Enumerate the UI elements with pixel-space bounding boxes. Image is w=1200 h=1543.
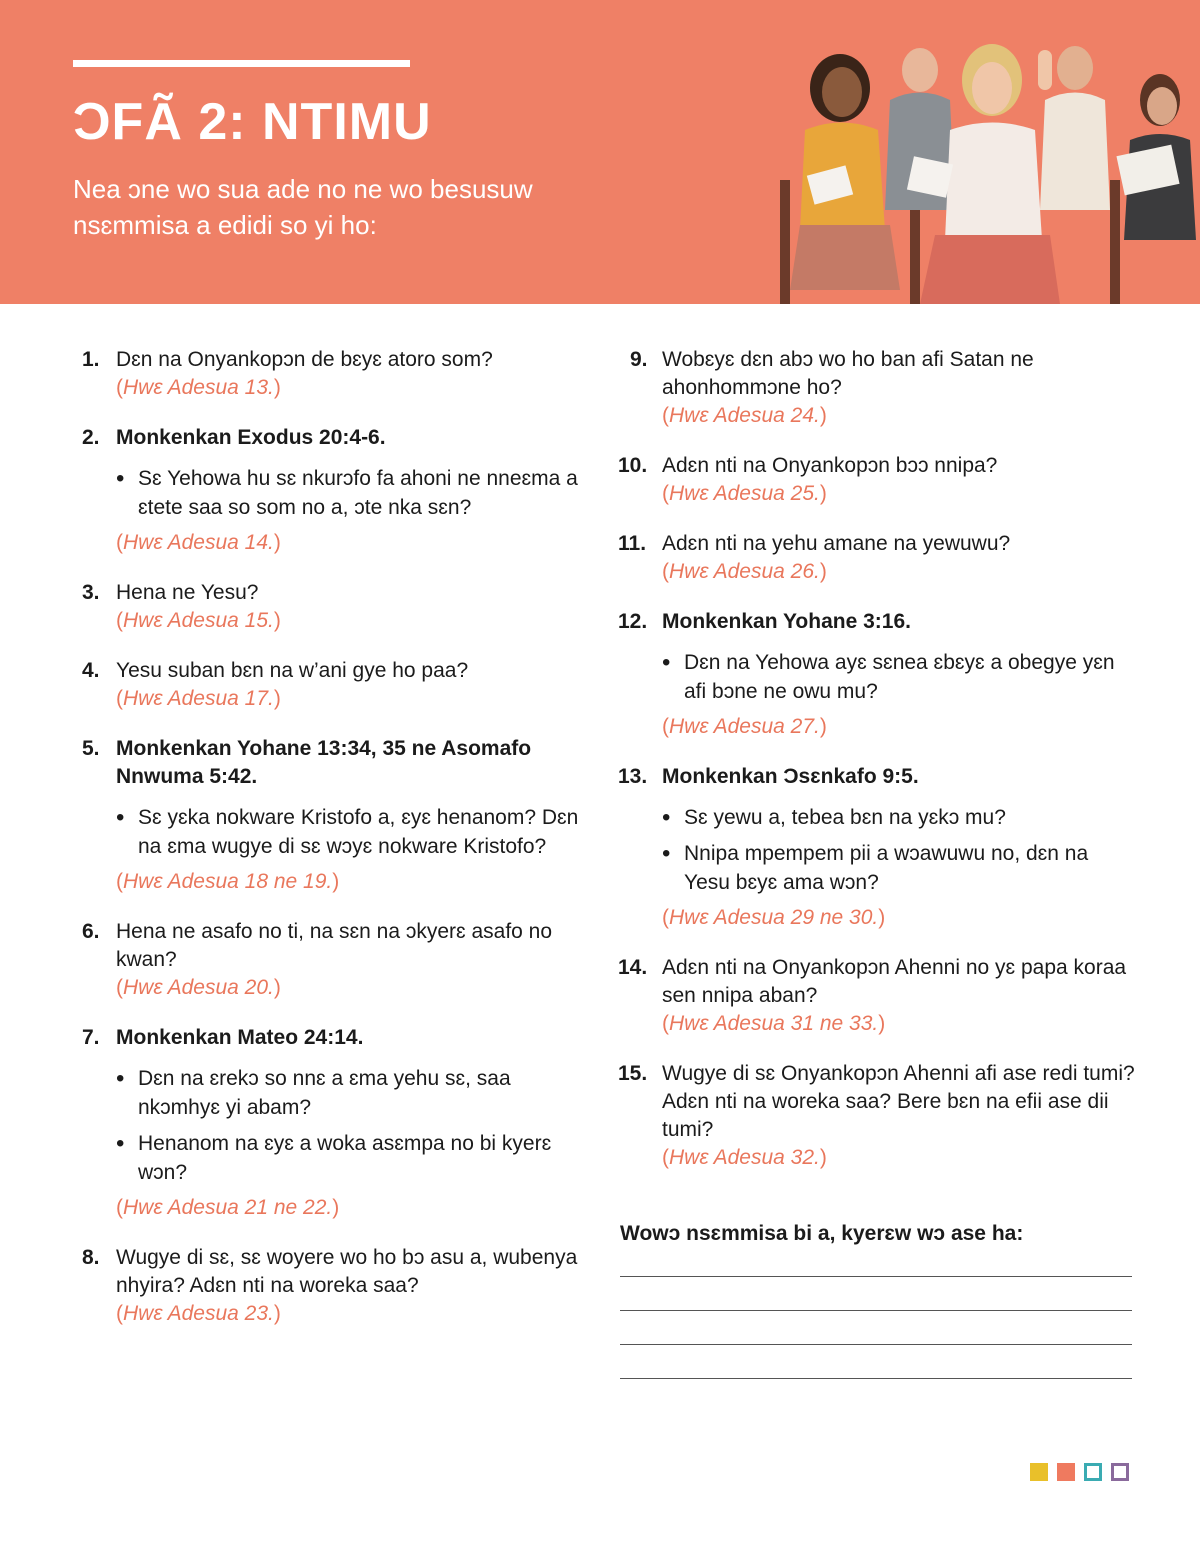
- question-number: 5.: [82, 737, 100, 760]
- question-text: Wugye di sɛ, sɛ woyere wo ho bɔ asu a, wubenya nhyira? Adɛn nti na woreka saa?: [116, 1246, 578, 1297]
- question-text: Hena ne asafo no ti, na sɛn na ɔkyerɛ asafo no kwan?: [116, 920, 553, 971]
- question-number: 10.: [618, 454, 648, 477]
- question-11: [618, 530, 1138, 586]
- question-text: Adɛn nti na Onyankopɔn bɔɔ nnipa?: [662, 454, 998, 477]
- study-reference: (Hwɛ Adesua 17.): [116, 687, 281, 710]
- question-7: [82, 1024, 592, 1222]
- page-title: ƆFÃ 2: NTIMU: [73, 93, 432, 151]
- header-banner: [0, 0, 1200, 304]
- square-coral: [1057, 1463, 1075, 1481]
- study-reference: (Hwɛ Adesua 29 ne 30.): [662, 906, 886, 929]
- study-reference: (Hwɛ Adesua 20.): [116, 976, 281, 999]
- bullet-list: [662, 803, 1138, 897]
- bullet-item: • Dɛn na Yehowa ayɛ sɛnea ɛbɛyɛ a obegye yɛn afi bɔne ne owu mu?: [662, 648, 1138, 706]
- study-reference: (Hwɛ Adesua 32.): [662, 1146, 827, 1169]
- question-8: [82, 1244, 592, 1328]
- writing-line[interactable]: [620, 1276, 1132, 1277]
- page-subtitle: Nea ɔne wo sua ade no ne wo besusuw nsɛmmisa a edidi so yi ho:: [73, 174, 533, 240]
- question-number: 13.: [618, 765, 648, 788]
- question-number: 1.: [82, 348, 100, 371]
- question-14: [618, 954, 1138, 1038]
- question-text: Dɛn na Onyankopɔn de bɛyɛ atoro som?: [116, 348, 493, 371]
- question-number: 4.: [82, 659, 100, 682]
- study-reference: (Hwɛ Adesua 13.): [116, 376, 281, 399]
- question-text: Wobɛyɛ dɛn abɔ wo ho ban afi Satan ne ahonhommɔne ho?: [662, 348, 1034, 399]
- study-reference: (Hwɛ Adesua 27.): [662, 715, 827, 738]
- question-12: [618, 608, 1138, 741]
- bullet-item: • Sɛ Yehowa hu sɛ nkurɔfo fa ahoni ne nneɛma a ɛtete saa so som no a, ɔte nka sɛn?: [116, 464, 592, 522]
- question-text: Monkenkan Ɔsɛnkafo 9:5.: [662, 765, 919, 788]
- study-reference: (Hwɛ Adesua 31 ne 33.): [662, 1012, 886, 1035]
- study-reference: (Hwɛ Adesua 14.): [116, 531, 281, 554]
- write-questions-prompt: Wowɔ nsɛmmisa bi a, kyerɛw wɔ ase ha:: [620, 1222, 1024, 1245]
- question-text: Monkenkan Yohane 3:16.: [662, 610, 911, 633]
- bullet-item: • Sɛ yɛka nokware Kristofo a, ɛyɛ henanom? Dɛn na ɛma wugye di sɛ wɔyɛ nokware Kristofo?: [116, 803, 592, 861]
- question-text: Wugye di sɛ Onyankopɔn Ahenni afi ase redi tumi? Adɛn nti na woreka saa? Bere bɛn na efii ase dii tumi?: [662, 1062, 1135, 1141]
- bullet-list: [116, 803, 592, 861]
- bullet-list: [116, 1064, 592, 1187]
- bullet-item: • Henanom na ɛyɛ a woka asɛmpa no bi kyerɛ wɔn?: [116, 1129, 592, 1187]
- audience-illustration: [760, 30, 1200, 304]
- question-number: 12.: [618, 610, 648, 633]
- question-3: [82, 579, 592, 635]
- bullet-item: • Dɛn na ɛrekɔ so nnɛ a ɛma yehu sɛ, saa nkɔmhyɛ yi abam?: [116, 1064, 592, 1122]
- study-reference: (Hwɛ Adesua 25.): [662, 482, 827, 505]
- question-2: [82, 424, 592, 557]
- question-4: [82, 657, 592, 713]
- study-reference: (Hwɛ Adesua 21 ne 22.): [116, 1196, 340, 1219]
- question-number: 14.: [618, 956, 648, 979]
- question-text: Adɛn nti na yehu amane na yewuwu?: [662, 532, 1011, 555]
- study-reference: (Hwɛ Adesua 24.): [662, 404, 827, 427]
- bullet-item: • Sɛ yewu a, tebea bɛn na yɛkɔ mu?: [662, 803, 1138, 832]
- study-reference: (Hwɛ Adesua 23.): [116, 1302, 281, 1325]
- question-13: [618, 763, 1138, 932]
- question-number: 8.: [82, 1246, 100, 1269]
- question-number: 2.: [82, 426, 100, 449]
- question-1: [82, 346, 592, 402]
- question-text: Monkenkan Mateo 24:14.: [116, 1026, 364, 1049]
- bullet-list: [116, 464, 592, 522]
- question-number: 6.: [82, 920, 100, 943]
- writing-line[interactable]: [620, 1344, 1132, 1345]
- bullet-item: • Nnipa mpempem pii a wɔawuwu no, dɛn na Yesu bɛyɛ ama wɔn?: [662, 839, 1138, 897]
- question-number: 3.: [82, 581, 100, 604]
- question-text: Adɛn nti na Onyankopɔn Ahenni no yɛ papa koraa sen nnipa aban?: [662, 956, 1127, 1007]
- question-number: 7.: [82, 1026, 100, 1049]
- question-text: Monkenkan Yohane 13:34, 35 ne Asomafo Nnwuma 5:42.: [116, 737, 532, 788]
- question-6: [82, 918, 592, 1002]
- question-number: 9.: [630, 348, 648, 371]
- question-number: 11.: [618, 532, 647, 555]
- question-15: [618, 1060, 1138, 1172]
- header-rule: [73, 60, 410, 67]
- question-9: [618, 346, 1138, 430]
- question-number: 15.: [618, 1062, 648, 1085]
- question-text: Monkenkan Exodus 20:4-6.: [116, 426, 386, 449]
- square-teal-outline: [1084, 1463, 1102, 1481]
- bullet-list: [662, 648, 1138, 706]
- study-reference: (Hwɛ Adesua 15.): [116, 609, 281, 632]
- writing-line[interactable]: [620, 1310, 1132, 1311]
- question-text: Hena ne Yesu?: [116, 581, 259, 604]
- writing-line[interactable]: [620, 1378, 1132, 1379]
- questions-right-column: [618, 346, 1138, 1172]
- study-reference: (Hwɛ Adesua 26.): [662, 560, 827, 583]
- question-5: [82, 735, 592, 896]
- square-yellow: [1030, 1463, 1048, 1481]
- question-10: [618, 452, 1138, 508]
- questions-left-column: [82, 346, 592, 1328]
- square-purple-outline: [1111, 1463, 1129, 1481]
- study-reference: (Hwɛ Adesua 18 ne 19.): [116, 870, 340, 893]
- question-text: Yesu suban bɛn na w’ani gye ho paa?: [116, 659, 469, 682]
